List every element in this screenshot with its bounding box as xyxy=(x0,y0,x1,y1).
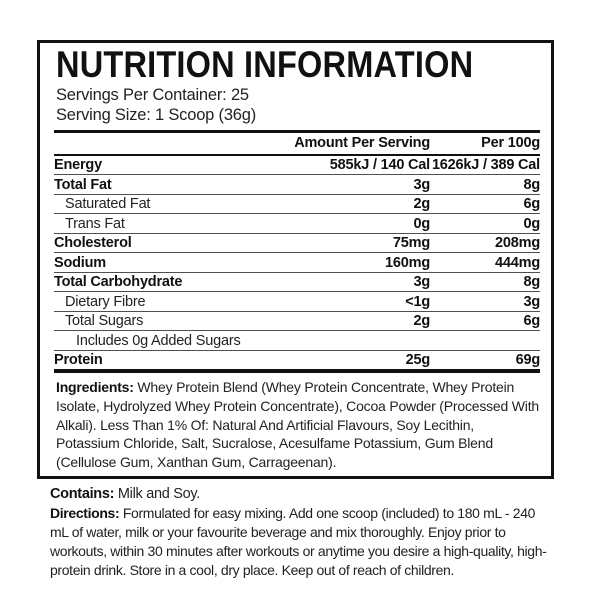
row-label: Saturated Fat xyxy=(65,196,151,212)
below-panel-section xyxy=(50,485,550,580)
contains-text: Milk and Soy. xyxy=(114,486,200,502)
row-amount-per-serving: <1g xyxy=(405,293,430,310)
row-label: Total Sugars xyxy=(65,313,144,329)
row-label: Sodium xyxy=(54,254,106,271)
table-row xyxy=(54,312,540,332)
row-per-100g: 6g xyxy=(523,196,540,212)
row-per-100g: 3g xyxy=(523,293,540,310)
row-per-100g: 0g xyxy=(523,215,540,232)
servings-per-container: Servings Per Container: 25 xyxy=(56,86,249,104)
row-per-100g: 444mg xyxy=(495,254,540,271)
directions-text: Formulated for easy mixing. Add one scoop (included) to 180 mL - 240 mL of water, milk or your favourite beverage and mix thoroughly. Enjoy prior to workouts, within 30 minutes after workouts or anytime you desire a high-quality, high-protein drink. Store in a cool, dry place. Keep out of reach of children. xyxy=(50,505,547,578)
contains-label: Contains: xyxy=(50,486,115,502)
table-row xyxy=(54,234,540,254)
row-amount-per-serving: 2g xyxy=(413,196,430,212)
nutrition-panel xyxy=(37,40,554,479)
row-amount-per-serving: 2g xyxy=(413,313,430,329)
table-row xyxy=(54,351,540,370)
row-amount-per-serving: 3g xyxy=(413,274,430,290)
row-label: Includes 0g Added Sugars xyxy=(76,332,241,349)
row-amount-per-serving: 585kJ / 140 Cal xyxy=(329,157,430,173)
row-per-100g: 8g xyxy=(523,274,540,290)
row-amount-per-serving: 75mg xyxy=(392,235,430,251)
row-amount-per-serving: 0g xyxy=(413,215,430,232)
row-per-100g: 1626kJ / 389 Cal xyxy=(431,157,540,173)
table-bottom-rule xyxy=(54,369,540,373)
table-row xyxy=(54,253,540,273)
row-amount-per-serving: 25g xyxy=(405,352,430,368)
row-label: Total Fat xyxy=(54,176,112,193)
col-header-amount-per-serving: Amount Per Serving xyxy=(294,135,430,151)
row-per-100g: 69g xyxy=(515,352,540,368)
directions-paragraph xyxy=(50,504,550,580)
nutrition-table-body xyxy=(54,156,540,370)
serving-size: Serving Size: 1 Scoop (36g) xyxy=(56,105,257,124)
row-amount-per-serving: 160mg xyxy=(385,254,430,271)
table-row xyxy=(54,331,540,351)
row-label: Total Carbohydrate xyxy=(54,274,183,290)
col-header-per-100g: Per 100g xyxy=(481,135,540,151)
panel-title: NUTRITION INFORMATION xyxy=(56,44,474,85)
row-label: Dietary Fibre xyxy=(65,293,146,310)
row-label: Cholesterol xyxy=(54,235,132,251)
directions-label: Directions: xyxy=(50,505,120,521)
ingredients-paragraph xyxy=(56,378,540,472)
ingredients-text: Whey Protein Blend (Whey Protein Concentrate, Whey Protein Isolate, Hydrolyzed Whey Protein Concentrate), Cocoa Powder (Processed With Alkali). Less Than 1% Of: Natural And Artificial Flavours, Soy Lecithin, Potassium Chloride, Salt, Sucralose, Acesulfame Potassium, Gum Blend (Cellulose Gum, Xanthan Gum, Carrageenan). xyxy=(56,379,539,471)
row-label: Energy xyxy=(54,157,102,173)
row-label: Trans Fat xyxy=(65,215,125,232)
row-label: Protein xyxy=(54,352,103,368)
table-row xyxy=(54,214,540,234)
table-row xyxy=(54,156,540,176)
table-row xyxy=(54,292,540,312)
table-header-row xyxy=(54,133,540,156)
ingredients-label: Ingredients: xyxy=(56,379,134,395)
row-per-100g: 208mg xyxy=(495,235,540,251)
contains-line xyxy=(50,485,550,504)
table-row xyxy=(54,273,540,293)
table-row xyxy=(54,195,540,215)
row-per-100g: 8g xyxy=(523,176,540,193)
row-amount-per-serving: 3g xyxy=(413,176,430,193)
table-row xyxy=(54,175,540,195)
row-per-100g: 6g xyxy=(523,313,540,329)
